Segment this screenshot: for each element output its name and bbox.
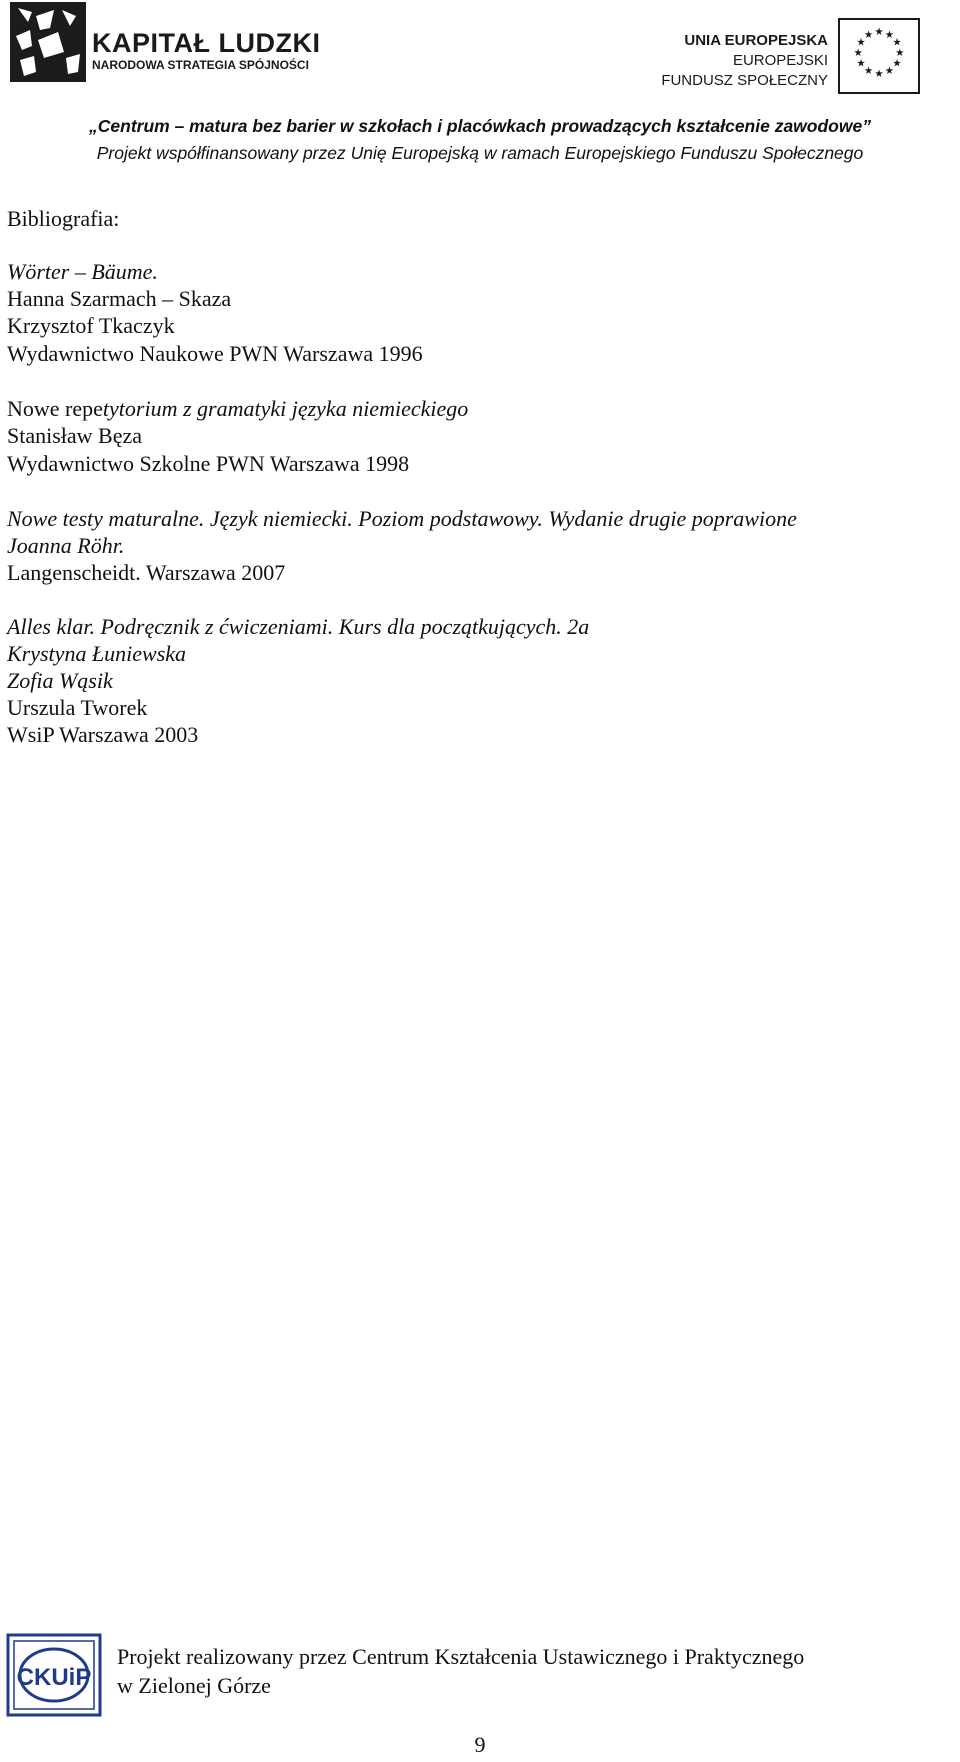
eu-logo-line3: FUNDUSZ SPOŁECZNY <box>661 72 828 89</box>
entry3-title: Nowe testy maturalne. Język niemiecki. Poziom podstawowy. Wydanie drugie poprawione <box>7 506 797 531</box>
eu-flag-icon <box>838 18 920 94</box>
entry4-author3: Urszula Tworek <box>7 695 148 720</box>
eu-logo-line1: UNIA EUROPEJSKA <box>684 32 828 49</box>
eu-logo-line2: EUROPEJSKI <box>732 52 828 69</box>
svg-text:★: ★ <box>892 57 902 70</box>
entry2-title <box>7 395 468 422</box>
entry2-title-regular: Nowe repe <box>7 396 103 421</box>
logo-left-subtitle: NARODOWA STRATEGIA SPÓJNOŚCI <box>92 58 309 72</box>
kapital-ludzki-emblem-icon <box>10 2 86 82</box>
svg-text:★: ★ <box>863 65 874 77</box>
eu-logo-text <box>661 30 828 91</box>
footer-line2: w Zielonej Górze <box>117 1673 271 1698</box>
entry1-publisher: Wydawnictwo Naukowe PWN Warszawa 1996 <box>7 341 423 366</box>
entry2-publisher: Wydawnictwo Szkolne PWN Warszawa 1998 <box>7 451 410 476</box>
entry1-author2: Krzysztof Tkaczyk <box>7 313 175 338</box>
entry3-author: Joanna Röhr. <box>7 533 125 558</box>
project-subtitle: Projekt współfinansowany przez Unię Europejską w ramach Europejskiego Funduszu Społecznego <box>96 143 864 163</box>
eu-logo <box>620 18 920 94</box>
svg-text:★: ★ <box>874 67 884 80</box>
svg-text:★: ★ <box>856 57 866 70</box>
svg-text:★: ★ <box>874 26 884 39</box>
bibliography-heading: Bibliografia: <box>7 206 120 231</box>
ckuip-logo <box>5 1632 103 1718</box>
footer-line1: Projekt realizowany przez Centrum Kształcenia Ustawicznego i Praktycznego <box>117 1644 805 1669</box>
svg-text:★: ★ <box>892 36 902 49</box>
entry4-publisher: WsiP Warszawa 2003 <box>7 722 199 747</box>
svg-text:★: ★ <box>863 29 874 41</box>
entry3-publisher: Langenscheidt. Warszawa 2007 <box>7 560 286 585</box>
project-title: „Centrum – matura bez barier w szkołach i placówkach prowadzących kształcenie zawodowe” <box>89 116 871 136</box>
kapital-ludzki-logo <box>10 2 330 82</box>
entry1-authors: Hanna Szarmach – Skaza <box>7 286 232 311</box>
ckuip-logo-text: CKUiP <box>16 1664 92 1691</box>
entry4-title: Alles klar. Podręcznik z ćwiczeniami. Kurs dla początkujących. 2a <box>7 614 590 639</box>
logo-left-title: KAPITAŁ LUDZKI <box>92 28 321 58</box>
svg-text:★: ★ <box>856 36 866 49</box>
entry2-author: Stanisław Bęza <box>7 423 143 448</box>
svg-text:★: ★ <box>884 65 895 77</box>
svg-text:★: ★ <box>895 47 905 59</box>
entry1-title: Wörter – Bäume. <box>7 259 158 284</box>
entry4-author2: Zofia Wąsik <box>7 668 113 693</box>
svg-text:★: ★ <box>884 29 895 41</box>
svg-text:★: ★ <box>853 47 863 59</box>
entry4-author1: Krystyna Łuniewska <box>7 641 187 666</box>
entry2-title-italic: tytorium z gramatyki języka niemieckiego <box>102 396 469 421</box>
page-number: 9 <box>474 1732 486 1757</box>
